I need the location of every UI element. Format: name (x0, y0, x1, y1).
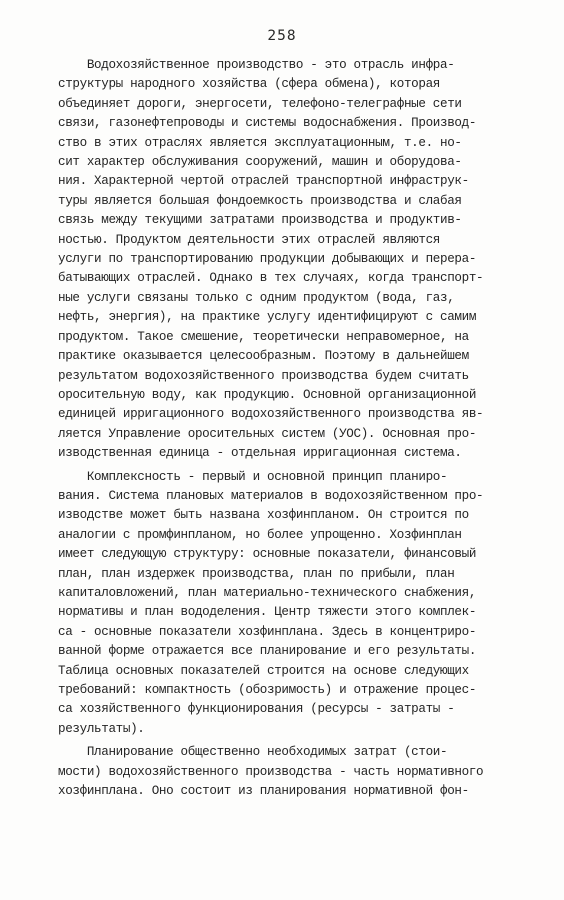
text-line: хозфинплана. Оно состоит из планирования нормативной фон- (58, 784, 469, 799)
text-line: услуги по транспортированию продукции добывающих и перера- (58, 252, 477, 267)
page-number: 258 (267, 28, 297, 44)
text-line: ство в этих отраслях является эксплуатационным, т.е. но- (58, 135, 462, 150)
text-line: объединяет дороги, энергосети, телефоно-телеграфные сети (58, 96, 462, 111)
text-line: мости) водохозяйственного производства - часть нормативного (58, 764, 484, 779)
text-line: аналогии с промфинпланом, но более упрощенно. Хозфинплан (58, 527, 462, 542)
text-line: результаты). (58, 721, 145, 736)
text-line: са хозяйственного функционирования (ресурсы - затраты - (58, 702, 455, 717)
text-line: нормативы и план вододеления. Центр тяжести этого комплек- (58, 605, 477, 620)
text-line: практике оказывается целесообразным. Поэтому в дальнейшем (58, 349, 469, 364)
text-line: структуры народного хозяйства (сфера обмена), которая (58, 77, 440, 92)
text-line: результатом водохозяйственного производства будем считать (58, 368, 469, 383)
text-line: оросительную воду, как продукцию. Основной организационной (58, 387, 477, 402)
paragraph (58, 56, 528, 464)
text-line: ляется Управление оросительных систем (УОС). Основная про- (58, 426, 477, 441)
text-line: сит характер обслуживания сооружений, машин и оборудова- (58, 155, 462, 170)
text-line: батывающих отраслей. Однако в тех случаях, когда транспорт- (58, 271, 484, 286)
text-line: план, план издержек производства, план по прибыли, план (58, 566, 455, 581)
text-line: Таблица основных показателей строится на основе следующих (58, 663, 469, 678)
paragraph (58, 743, 528, 801)
text-line: продуктом. Такое смешение, теоретически неправомерное, на (58, 329, 469, 344)
text-line: связь между текущими затратами производства и продуктив- (58, 213, 462, 228)
text-line: са - основные показатели хозфинплана. Здесь в концентриро- (58, 624, 477, 639)
text-line: единицей ирригационного водохозяйственного производства яв- (58, 407, 484, 422)
text-line: Водохозяйственное производство - это отрасль инфра- (58, 58, 455, 72)
paragraph (58, 468, 528, 740)
text-line: Планирование общественно необходимых затрат (стои- (58, 745, 448, 760)
text-line: вания. Система плановых материалов в водохозяйственном про- (58, 488, 484, 503)
text-line: ванной форме отражается все планирование и его результаты. (58, 644, 477, 659)
text-line: ностью. Продуктом деятельности этих отраслей являются (58, 232, 440, 247)
text-line: изводстве может быть названа хозфинпланом. Он строится по (58, 508, 469, 523)
text-line: ния. Характерной чертой отраслей транспортной инфраструк- (58, 174, 469, 189)
text-line: требований: компактность (обозримость) и отражение процес- (58, 683, 477, 697)
text-line: туры является большая фондоемкость производства и слабая (58, 193, 462, 208)
text-line: нефть, энергия), на практике услугу идентифицируют с самим (58, 310, 477, 325)
text-line: имеет следующую структуру: основные показатели, финансовый (58, 547, 477, 562)
text-line: связи, газонефтепроводы и системы водоснабжения. Производ- (58, 116, 477, 131)
text-line: изводственная единица - отдельная ирригационная система. (58, 446, 462, 461)
body-text (58, 56, 528, 801)
text-line: капиталовложений, план материально-технического снабжения, (58, 585, 477, 600)
text-line: ные услуги связаны только с одним продуктом (вода, газ, (58, 290, 455, 305)
text-line: Комплексность - первый и основной принцип планиро- (58, 469, 448, 484)
